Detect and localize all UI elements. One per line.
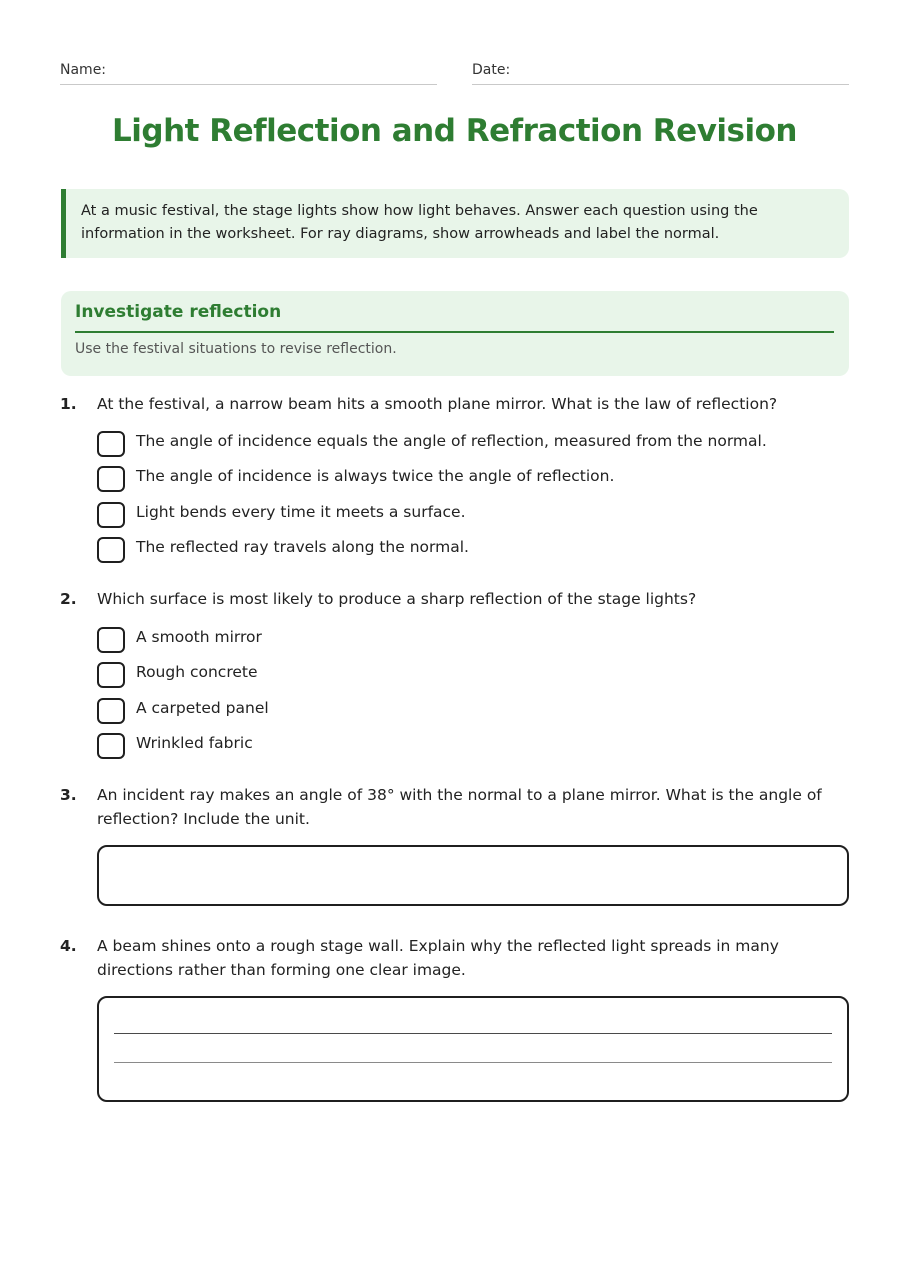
checkbox[interactable] [97,733,125,759]
intro-panel [61,189,849,258]
question-2 [60,587,830,611]
answer-box-lined[interactable] [97,996,849,1102]
writing-line [114,1062,832,1063]
option[interactable] [97,661,837,696]
option[interactable] [97,536,837,571]
question-2-options [97,626,837,767]
name-date-row [60,62,849,85]
option-label: The reflected ray travels along the normal. [136,537,469,556]
question-number: 2. [60,590,77,608]
question-text: At the festival, a narrow beam hits a smooth plane mirror. What is the law of reflection? [97,395,778,413]
option-label: Light bends every time it meets a surface. [136,502,466,521]
intro-text: At a music festival, the stage lights show how light behaves. Answer each question using the information in the worksheet. For ray diagrams, show arrowheads and label the normal. [81,203,758,242]
checkbox[interactable] [97,662,125,688]
option[interactable] [97,501,837,536]
question-4 [60,934,830,982]
name-field[interactable] [60,62,437,85]
option[interactable] [97,732,837,767]
checkbox[interactable] [97,431,125,457]
checkbox[interactable] [97,627,125,653]
question-1 [60,392,830,416]
answer-box-short[interactable] [97,845,849,906]
option-label: Rough concrete [136,663,258,682]
section-title: Investigate reflection [75,302,834,333]
name-label: Name: [60,62,107,78]
date-label: Date: [472,62,511,78]
question-text: A beam shines onto a rough stage wall. Explain why the reflected light spreads in many directions rather than forming one clear image. [97,937,779,979]
checkbox[interactable] [97,698,125,724]
worksheet-title: Light Reflection and Refraction Revision [112,113,797,149]
option[interactable] [97,465,837,500]
option-label: Wrinkled fabric [136,733,253,752]
checkbox[interactable] [97,537,125,563]
checkbox[interactable] [97,466,125,492]
section-subtitle: Use the festival situations to revise reflection. [75,341,397,357]
option[interactable] [97,626,837,661]
question-3 [60,783,830,831]
option-label: A carpeted panel [136,698,269,717]
question-text: Which surface is most likely to produce a sharp reflection of the stage lights? [97,590,697,608]
question-number: 3. [60,786,77,804]
option[interactable] [97,430,837,465]
option-label: The angle of incidence is always twice the angle of reflection. [136,467,615,486]
option[interactable] [97,697,837,732]
question-number: 1. [60,395,77,413]
question-text: An incident ray makes an angle of 38° with the normal to a plane mirror. What is the angle of reflection? Include the unit. [97,786,822,828]
question-number: 4. [60,937,77,955]
option-label: The angle of incidence equals the angle of reflection, measured from the normal. [136,432,767,450]
option-label: A smooth mirror [136,628,262,646]
checkbox[interactable] [97,502,125,528]
question-1-options [97,430,837,571]
writing-line [114,1033,832,1034]
section-header [61,291,849,376]
date-field[interactable] [472,62,849,85]
